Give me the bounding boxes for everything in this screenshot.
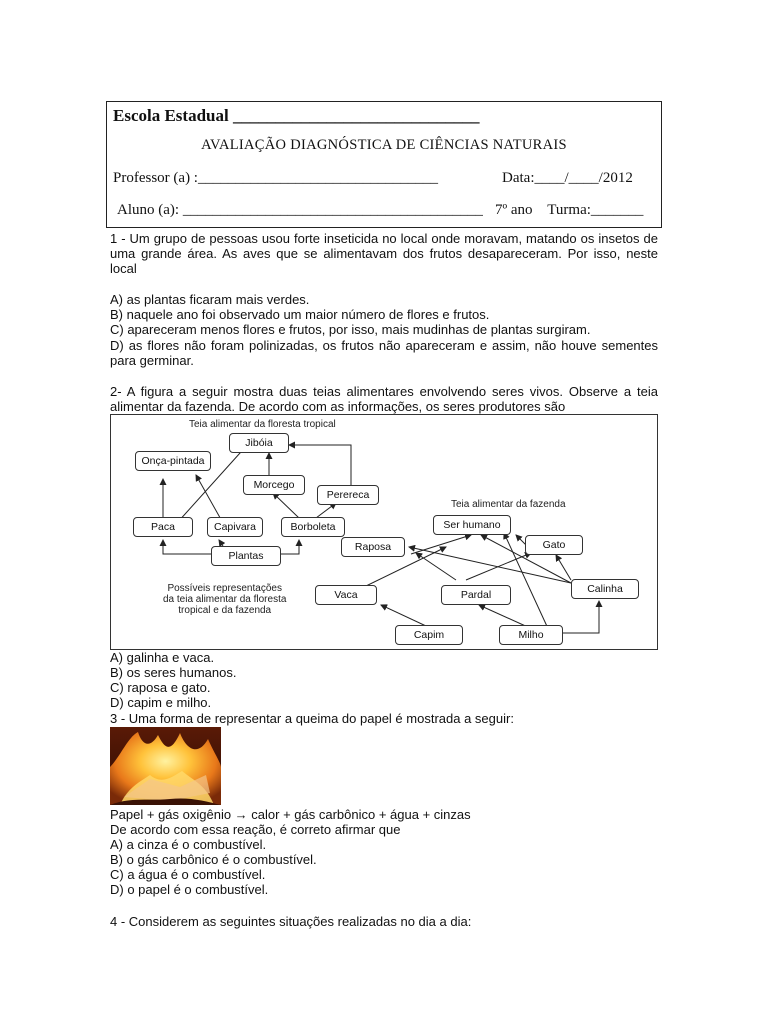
node-ser-humano: Ser humano <box>433 515 511 535</box>
q2-statement: 2- A figura a seguir mostra duas teias alimentares envolvendo seres vivos. Observe a teia alimentar da fazenda. De acordo com as informações, os seres produtores são <box>110 384 658 414</box>
q2-option-c: C) raposa e gato. <box>110 680 211 695</box>
q1-option-a: A) as plantas ficaram mais verdes. <box>110 292 310 307</box>
q2-option-a: A) galinha e vaca. <box>110 650 215 665</box>
node-onca-pintada: Onça-pintada <box>135 451 211 471</box>
arrow-plantas-borboleta <box>279 540 299 554</box>
node-raposa: Raposa <box>341 537 405 557</box>
farm-web-title: Teia alimentar da fazenda <box>451 499 566 510</box>
caption-line-1: Possíveis representações <box>167 583 282 594</box>
node-paca: Paca <box>133 517 193 537</box>
node-morcego: Morcego <box>243 475 305 495</box>
forest-web-title: Teia alimentar da floresta tropical <box>189 419 336 430</box>
date-field: Data:____/____/2012 <box>502 170 633 186</box>
q2-option-d: D) capim e milho. <box>110 695 212 710</box>
q4-statement: 4 - Considerem as seguintes situações realizadas no dia a dia: <box>110 914 472 929</box>
node-borboleta: Borboleta <box>281 517 345 537</box>
q1-statement: 1 - Um grupo de pessoas usou forte inseticida no local onde moravam, matando os insetos de uma grande área. As aves que se alimentavam dos frutos desapareceram. Por isso, neste local <box>110 231 658 276</box>
q1-option-c: C) apareceram menos flores e frutos, por isso, mais mudinhas de plantas surgiram. <box>110 322 591 337</box>
arrow-borboleta-perereca <box>316 503 336 518</box>
arrow-pardal-raposa <box>416 553 456 580</box>
q1-option-d: D) as flores não foram polinizadas, os frutos não apareceram e assim, não houve sementes para germinar. <box>110 338 658 368</box>
arrow-plantas-paca <box>163 540 211 554</box>
arrow-borboleta-morcego <box>273 493 299 518</box>
arrow-pardal-gato <box>466 553 531 580</box>
school-name: Escola Estadual _____________________________ <box>113 106 480 125</box>
exam-title: AVALIAÇÃO DIAGNÓSTICA DE CIÊNCIAS NATURAIS <box>201 137 567 153</box>
node-milho: Milho <box>499 625 563 645</box>
fire-icon <box>110 727 221 805</box>
node-jiboia: Jibóia <box>229 433 289 453</box>
class-field: 7º ano Turma:_______ <box>495 202 644 218</box>
node-vaca: Vaca <box>315 585 377 605</box>
node-perereca: Perereca <box>317 485 379 505</box>
node-pardal: Pardal <box>441 585 511 605</box>
q3-option-c: C) a água é o combustível. <box>110 867 266 882</box>
node-galinha: Calinha <box>571 579 639 599</box>
q3-statement: 3 - Uma forma de representar a queima do papel é mostrada a seguir: <box>110 711 514 726</box>
q3-prompt: De acordo com essa reação, é correto afirmar que <box>110 822 401 837</box>
caption-line-3: tropical e da fazenda <box>178 605 272 616</box>
node-gato: Gato <box>525 535 583 555</box>
combustion-equation: Papel + gás oxigênio → calor + gás carbônico + água + cinzas <box>110 807 471 822</box>
food-web-figure <box>110 414 658 650</box>
professor-field: Professor (a) :________________________________ <box>113 170 438 186</box>
burning-paper-photo <box>110 727 221 805</box>
q2-option-b: B) os seres humanos. <box>110 665 237 680</box>
arrow-raposa-humano <box>411 535 471 554</box>
student-field: Aluno (a): ________________________________________ <box>117 202 483 218</box>
arrow-capivara-onca <box>196 475 223 523</box>
node-capim: Capim <box>395 625 463 645</box>
q3-option-a: A) a cinza é o combustível. <box>110 837 267 852</box>
q3-option-d: D) o papel é o combustível. <box>110 882 269 897</box>
q3-option-b: B) o gás carbônico é o combustível. <box>110 852 317 867</box>
arrow-milho-galinha <box>561 601 599 633</box>
header-box <box>106 101 662 228</box>
caption-line-2: da teia alimentar da floresta <box>163 594 287 605</box>
node-plantas: Plantas <box>211 546 281 566</box>
figure-caption <box>163 583 286 616</box>
q1-option-b: B) naquele ano foi observado um maior número de flores e frutos. <box>110 307 490 322</box>
node-capivara: Capivara <box>207 517 263 537</box>
